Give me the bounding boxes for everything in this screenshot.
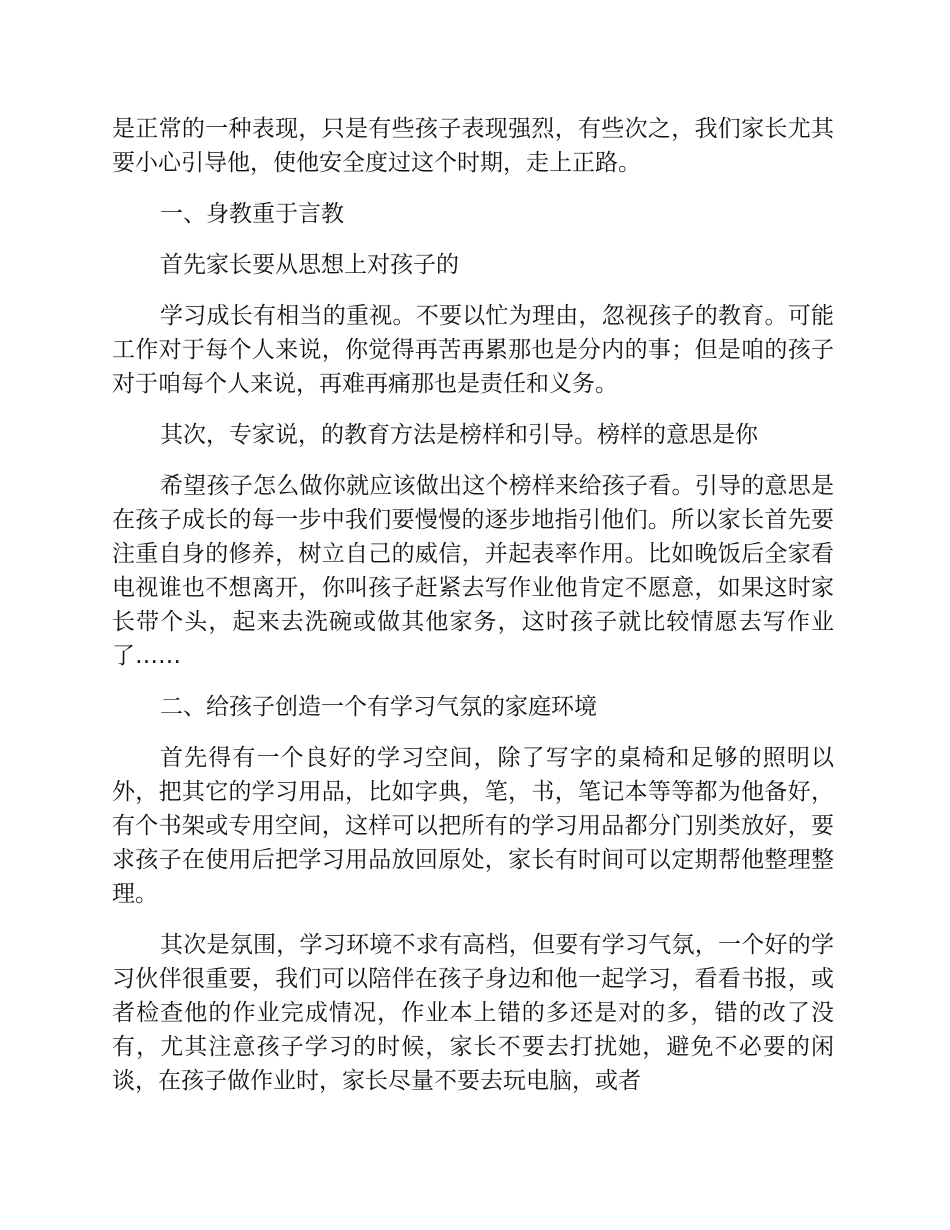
paragraph: 首先家长要从思想上对孩子的 [160, 252, 459, 278]
paragraph: 其次，专家说，的教育方法是榜样和引导。榜样的意思是你 [160, 422, 758, 448]
section-heading-2: 二、给孩子创造一个有学习气氛的家庭环境 [160, 694, 597, 720]
paragraph: 希望孩子怎么做你就应该做出这个榜样来给孩子看。引导的意思是在孩子成长的每一步中我们要慢慢的逐步地指引他们。所以家长首先要注重自身的修养，树立自己的威信，并起表率作用。比如晚饭后全家看电视谁也不想离开，你叫孩子赶紧去写作业他肯定不愿意，如果这时家长带个头，起来去洗碗或做其他家务，这时孩子就比较情愿去写作业了…… [112, 473, 834, 669]
section-heading-1: 一、身教重于言教 [160, 201, 344, 227]
paragraph: 首先得有一个良好的学习空间，除了写字的桌椅和足够的照明以外，把其它的学习用品，比如字典，笔，书，笔记本等等都为他备好，有个书架或专用空间，这样可以把所有的学习用品都分门别类放好，要求孩子在使用后把学习用品放回原处，家长有时间可以定期帮他整理整理。 [112, 745, 834, 907]
paragraph-continuation: 是正常的一种表现，只是有些孩子表现强烈，有些次之，我们家长尤其要小心引导他，使他安全度过这个时期，走上正路。 [112, 116, 834, 176]
document-body [112, 112, 834, 1115]
paragraph: 学习成长有相当的重视。不要以忙为理由，忽视孩子的教育。可能工作对于每个人来说，你觉得再苦再累那也是分内的事；但是咱的孩子对于咱每个人来说，再难再痛那也是责任和义务。 [112, 303, 834, 397]
paragraph: 其次是氛围，学习环境不求有高档，但要有学习气氛，一个好的学习伙伴很重要，我们可以陪伴在孩子身边和他一起学习，看看书报，或者检查他的作业完成情况，作业本上错的多还是对的多，错的改了没有，尤其注意孩子学习的时候，家长不要去打扰她，避免不必要的闲谈，在孩子做作业时，家长尽量不要去玩电脑，或者 [112, 932, 834, 1094]
